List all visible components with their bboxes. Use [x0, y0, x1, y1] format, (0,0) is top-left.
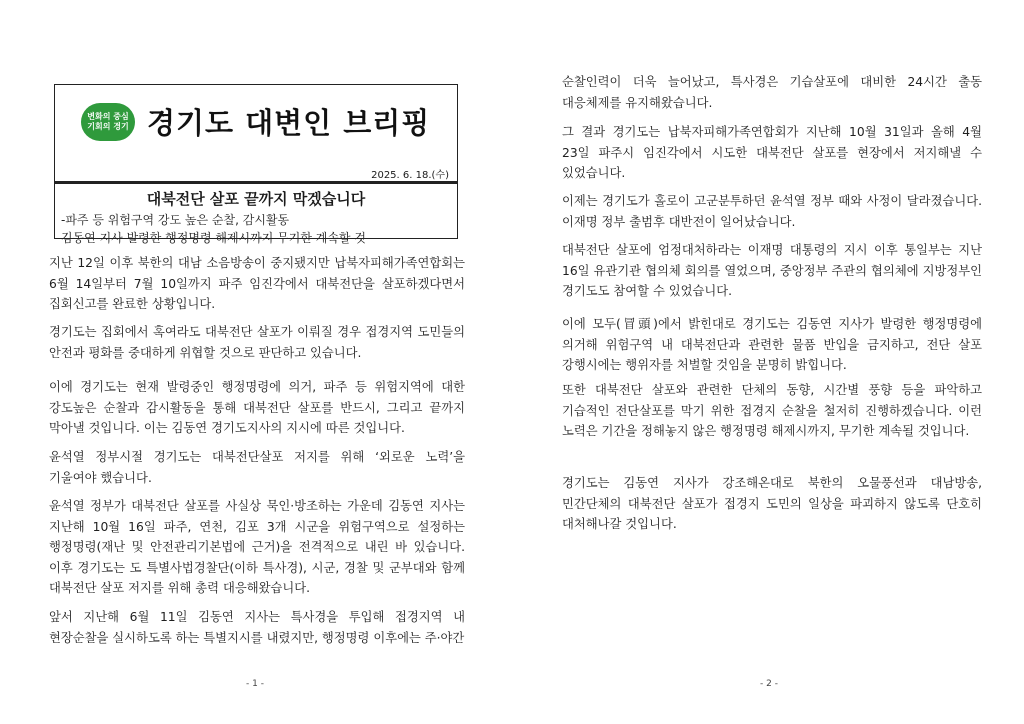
sub-point-1: -파주 등 위험구역 강도 높은 순찰, 감시활동: [61, 213, 290, 227]
paragraph: 경기도는 집회에서 혹여라도 대북전단 살포가 이뤄질 경우 접경지역 도민들의 안전과 평화를 중대하게 위협할 것으로 판단하고 있습니다.: [49, 325, 465, 360]
page-2: [512, 0, 1024, 724]
logo-line-1: 변화의 중심: [87, 112, 129, 121]
paragraph: 이에 경기도는 현재 발령중인 행정명령에 의거, 파주 등 위험지역에 대한 강도높은 순찰과 감시활동을 통해 대북전단 살포를 반드시, 그리고 끝까지 막아낼 것입니다. 이는 김동연 경기도지사의 지시에 따른 것입니다.: [49, 380, 465, 435]
paragraph: 경기도는 김동연 지사가 강조해온대로 북한의 오물풍선과 대남방송, 민간단체의 대북전단 살포가 접경지 도민의 일상을 파괴하지 않도록 단호히 대처해나갈 것입니다.: [562, 476, 982, 531]
logo-line-2: 기회의 경기: [87, 122, 129, 131]
paragraph: 지난 12일 이후 북한의 대남 소음방송이 중지됐지만 납북자피해가족연합회는 6월 14일부터 7월 10일까지 파주 임진각에서 대북전단을 살포하겠다면서 집회신고를 완료한 상황입니다.: [49, 256, 465, 311]
paragraph: 순찰인력이 더욱 늘어났고, 특사경은 기습살포에 대비한 24시간 출동 대응체제를 유지해왔습니다.: [562, 75, 982, 110]
paragraph: 앞서 지난해 6월 11일 김동연 지사는 특사경을 투입해 접경지역 내 현장순찰을 실시하도록 하는 특별지시를 내렸지만, 행정명령 이후에는 주·야간: [49, 610, 465, 645]
headline: 대북전단 살포 끝까지 막겠습니다: [146, 190, 366, 208]
briefing-title: 경기도 대변인 브리핑: [147, 106, 431, 140]
gyeonggi-logo-icon: [81, 103, 135, 141]
paragraph: 또한 대북전단 살포와 관련한 단체의 동향, 시간별 풍향 등을 파악하고 기습적인 전단살포를 막기 위한 접경지 순찰을 철저히 진행하겠습니다. 이런 노력은 기간을 정해놓지 않은 행정명령 해제시까지, 무기한 계속될 것입니다.: [562, 383, 982, 438]
paragraph: 윤석열 정부가 대북전단 살포를 사실상 묵인·방조하는 가운데 김동연 지사는 지난해 10월 16일 파주, 연천, 김포 3개 시군을 위험구역으로 설정하는 행정명령(재난 및 안전관리기본법에 근거)을 전격적으로 내린 바 있습니다. 이후 경기도는 도 특별사법경찰단(이하 특사경), 시군, 경찰 및 군부대와 함께 대북전단 살포 저지를 위해 총력 대응해왔습니다.: [49, 499, 465, 595]
briefing-date: 2025. 6. 18.(수): [371, 170, 449, 181]
sub-point-2: 김동연 지사 발령한 행정명령 해제시까지 무기한 계속할 것: [61, 231, 366, 245]
paragraph: 대북전단 살포에 엄정대처하라는 이재명 대통령의 지시 이후 통일부는 지난 16일 유관기관 협의체 회의를 열었으며, 중앙정부 주관의 협의체에 지방정부인 경기도도 참여할 수 있었습니다.: [562, 243, 982, 298]
page-number: - 2 -: [760, 679, 778, 689]
paragraph: 그 결과 경기도는 납북자피해가족연합회가 지난해 10월 31일과 올해 4월 23일 파주시 임진각에서 시도한 대북전단 살포를 현장에서 저지해낼 수 있었습니다.: [562, 125, 982, 180]
header-divider: [55, 181, 457, 184]
title-row: [55, 85, 457, 155]
page-number: - 1 -: [246, 679, 264, 689]
paragraph: 이제는 경기도가 홀로이 고군분투하던 윤석열 정부 때와 사정이 달라졌습니다. 이재명 정부 출범후 대반전이 일어났습니다.: [562, 194, 982, 229]
paragraph: 이에 모두(冒頭)에서 밝힌대로 경기도는 김동연 지사가 발령한 행정명령에 의거해 위험구역 내 대북전단과 관련한 물품 반입을 금지하고, 전단 살포 강행시에는 행위자를 처벌할 것임을 분명히 밝힙니다.: [562, 317, 982, 372]
paragraph: 윤석열 정부시절 경기도는 대북전단살포 저지를 위해 ‘외로운 노력’을 기울여야 했습니다.: [49, 450, 465, 485]
briefing-header: [54, 84, 458, 245]
